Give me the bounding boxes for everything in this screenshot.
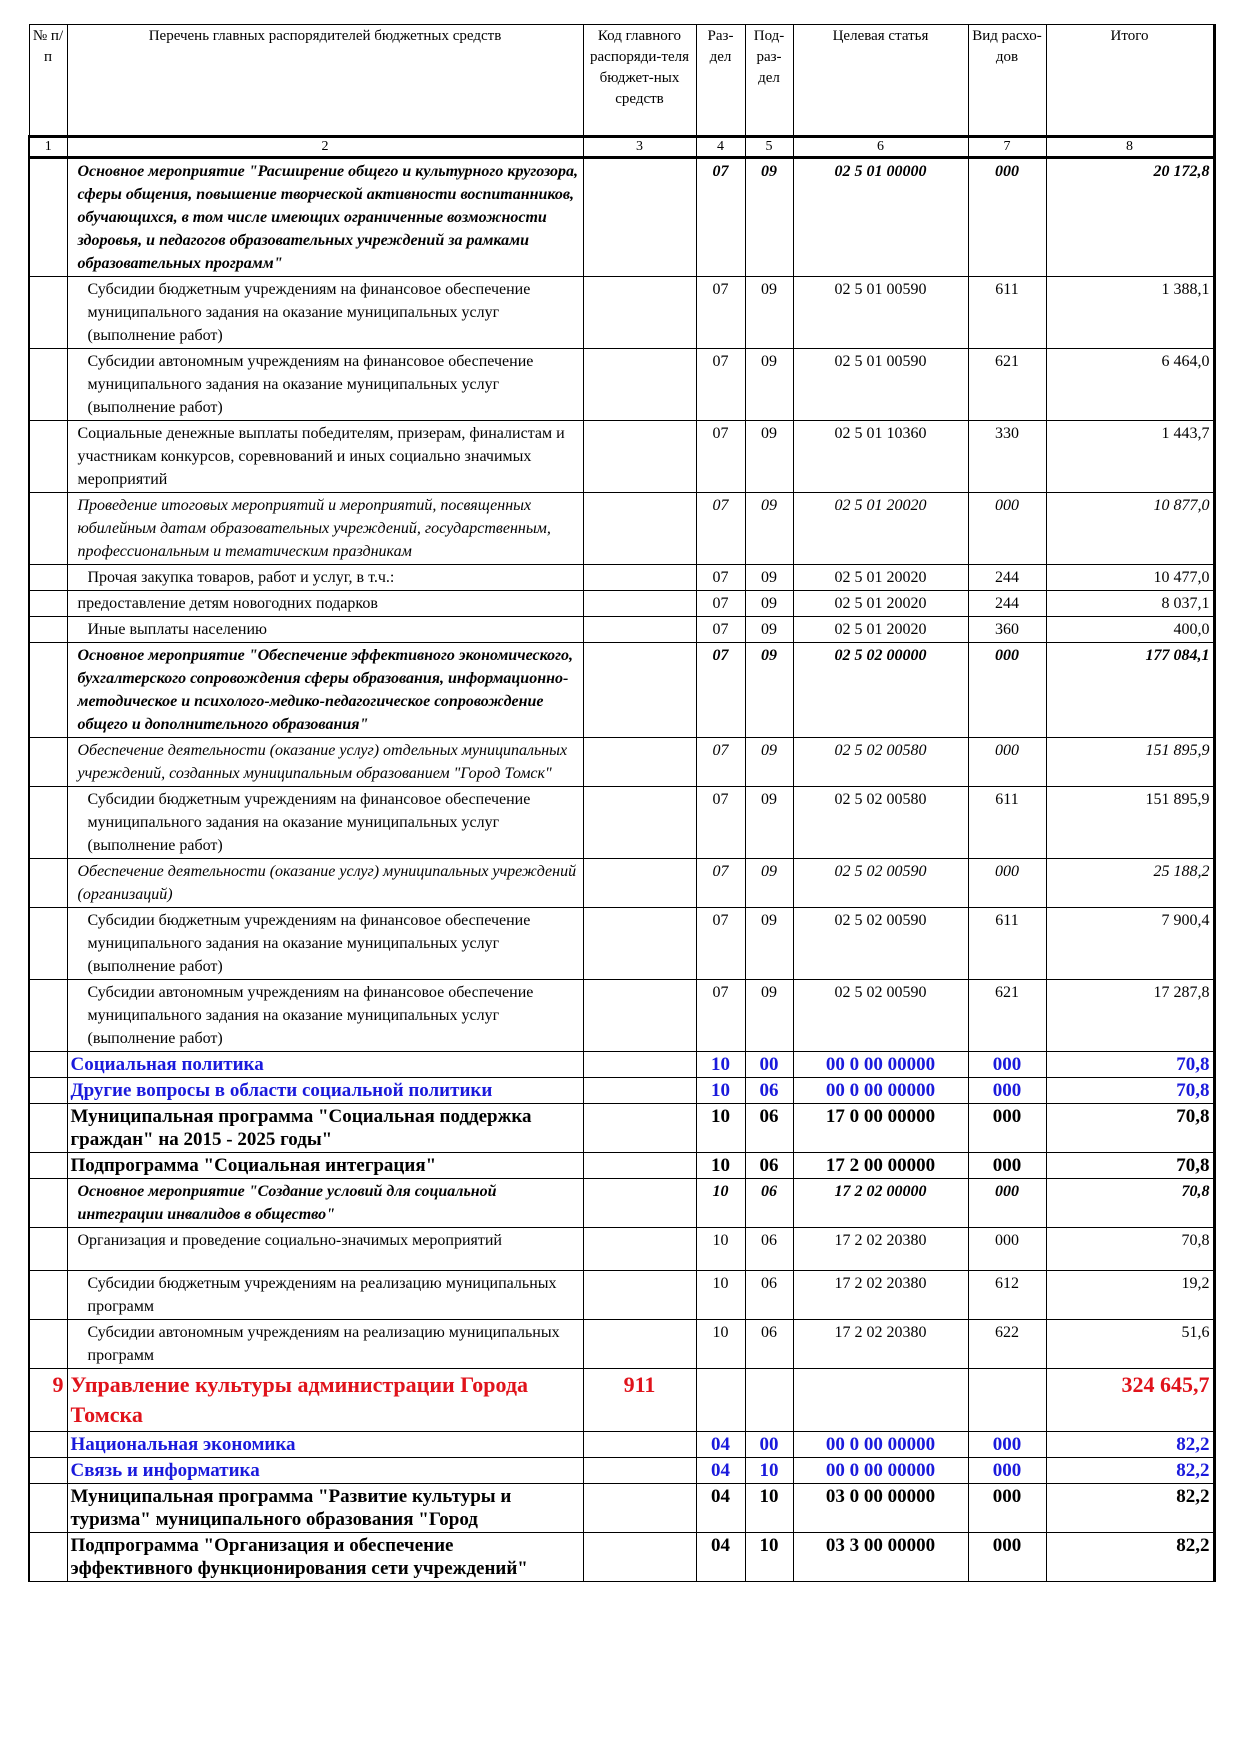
column-numbers-row	[29, 137, 1214, 158]
row-number	[29, 980, 67, 1052]
row-section: 10	[696, 1271, 745, 1320]
row-code	[583, 1179, 696, 1228]
row-code	[583, 1533, 696, 1582]
row-subsection: 09	[745, 908, 793, 980]
table-row	[29, 1052, 1214, 1078]
row-code	[583, 1484, 696, 1533]
row-subsection	[745, 1369, 793, 1432]
row-subsection: 09	[745, 787, 793, 859]
column-number: 3	[583, 137, 696, 158]
row-code	[583, 1458, 696, 1484]
row-code	[583, 908, 696, 980]
row-total: 82,2	[1046, 1432, 1214, 1458]
row-subsection: 06	[745, 1153, 793, 1179]
header-subsection: Под-раз-дел	[745, 25, 793, 137]
row-name: Субсидии бюджетным учреждениям на финансовое обеспечение муниципального задания на оказание муниципальных услуг (выполнение работ)	[67, 277, 583, 349]
row-section: 10	[696, 1104, 745, 1153]
row-section: 07	[696, 859, 745, 908]
row-exp-type: 000	[968, 1179, 1046, 1228]
table-row	[29, 1458, 1214, 1484]
table-body	[29, 158, 1214, 1582]
table-row	[29, 1320, 1214, 1369]
row-subsection: 10	[745, 1458, 793, 1484]
header-target: Целевая статья	[793, 25, 968, 137]
row-subsection: 09	[745, 643, 793, 738]
row-total: 8 037,1	[1046, 591, 1214, 617]
row-code	[583, 1432, 696, 1458]
row-section: 07	[696, 617, 745, 643]
row-section: 04	[696, 1432, 745, 1458]
table-row	[29, 493, 1214, 565]
row-exp-type: 000	[968, 1078, 1046, 1104]
row-section: 07	[696, 738, 745, 787]
row-exp-type: 611	[968, 277, 1046, 349]
row-name: Обеспечение деятельности (оказание услуг) муниципальных учреждений (организаций)	[67, 859, 583, 908]
row-target: 02 5 01 10360	[793, 421, 968, 493]
row-exp-type: 000	[968, 1153, 1046, 1179]
row-number	[29, 421, 67, 493]
row-code: 911	[583, 1369, 696, 1432]
row-code	[583, 1052, 696, 1078]
row-total: 82,2	[1046, 1533, 1214, 1582]
row-section: 10	[696, 1320, 745, 1369]
row-subsection: 06	[745, 1320, 793, 1369]
row-name: Муниципальная программа "Развитие культуры и туризма" муниципального образования "Город	[67, 1484, 583, 1533]
row-name: Другие вопросы в области социальной политики	[67, 1078, 583, 1104]
row-target: 02 5 02 00000	[793, 643, 968, 738]
row-name: Национальная экономика	[67, 1432, 583, 1458]
row-target: 17 2 02 20380	[793, 1228, 968, 1271]
row-target: 02 5 01 20020	[793, 493, 968, 565]
row-section: 07	[696, 565, 745, 591]
header-total: Итого	[1046, 25, 1214, 137]
table-row	[29, 565, 1214, 591]
row-name: Субсидии автономным учреждениям на финансовое обеспечение муниципального задания на оказание муниципальных услуг (выполнение работ)	[67, 980, 583, 1052]
table-row	[29, 1104, 1214, 1153]
column-number: 1	[29, 137, 67, 158]
row-name: Социальные денежные выплаты победителям, призерам, финалистам и участникам конкурсов, соревнований и иных социально значимых мероприятий	[67, 421, 583, 493]
row-number	[29, 493, 67, 565]
header-num: № п/п	[29, 25, 67, 137]
row-code	[583, 617, 696, 643]
row-target: 17 2 02 20380	[793, 1320, 968, 1369]
row-number	[29, 1484, 67, 1533]
table-row	[29, 980, 1214, 1052]
row-section: 10	[696, 1153, 745, 1179]
row-total: 151 895,9	[1046, 738, 1214, 787]
row-exp-type: 000	[968, 1432, 1046, 1458]
row-name: Субсидии автономным учреждениям на финансовое обеспечение муниципального задания на оказание муниципальных услуг (выполнение работ)	[67, 349, 583, 421]
row-section: 07	[696, 787, 745, 859]
table-row	[29, 591, 1214, 617]
row-subsection: 06	[745, 1179, 793, 1228]
table-row	[29, 787, 1214, 859]
column-number: 2	[67, 137, 583, 158]
row-subsection: 09	[745, 421, 793, 493]
row-name: Основное мероприятие "Расширение общего и культурного кругозора, сферы общения, повышение творческой активности воспитанников, обучающихся, в том числе имеющих ограниченные возможности здоровья, и педагогов образовательных учреждений за рамками образовательных программ"	[67, 158, 583, 277]
header-code: Код главного распоряди-теля бюджет-ных средств	[583, 25, 696, 137]
row-exp-type: 000	[968, 158, 1046, 277]
row-subsection: 06	[745, 1078, 793, 1104]
table-row	[29, 277, 1214, 349]
row-number	[29, 158, 67, 277]
row-code	[583, 565, 696, 591]
row-target: 02 5 02 00590	[793, 859, 968, 908]
row-total: 70,8	[1046, 1052, 1214, 1078]
table-row	[29, 738, 1214, 787]
table-row	[29, 158, 1214, 277]
row-exp-type: 621	[968, 980, 1046, 1052]
row-name: Проведение итоговых мероприятий и мероприятий, посвященных юбилейным датам образовательных учреждений, государственным, профессиональным и тематическим праздникам	[67, 493, 583, 565]
row-name: Прочая закупка товаров, работ и услуг, в т.ч.:	[67, 565, 583, 591]
row-total: 20 172,8	[1046, 158, 1214, 277]
row-name: Субсидии бюджетным учреждениям на финансовое обеспечение муниципального задания на оказание муниципальных услуг (выполнение работ)	[67, 908, 583, 980]
row-name: Подпрограмма "Социальная интеграция"	[67, 1153, 583, 1179]
header-exp-type: Вид расхо-дов	[968, 25, 1046, 137]
row-number	[29, 277, 67, 349]
row-subsection: 09	[745, 617, 793, 643]
row-section: 07	[696, 158, 745, 277]
row-number	[29, 643, 67, 738]
table-row	[29, 1179, 1214, 1228]
row-number	[29, 1104, 67, 1153]
row-target: 02 5 02 00580	[793, 738, 968, 787]
row-section: 07	[696, 980, 745, 1052]
row-code	[583, 1104, 696, 1153]
row-total: 82,2	[1046, 1484, 1214, 1533]
row-name: Иные выплаты населению	[67, 617, 583, 643]
row-subsection: 06	[745, 1228, 793, 1271]
row-exp-type: 000	[968, 1533, 1046, 1582]
column-number: 6	[793, 137, 968, 158]
row-code	[583, 1228, 696, 1271]
table-row	[29, 421, 1214, 493]
row-target: 02 5 01 00590	[793, 277, 968, 349]
row-section: 07	[696, 591, 745, 617]
row-subsection: 10	[745, 1484, 793, 1533]
row-code	[583, 859, 696, 908]
row-total: 324 645,7	[1046, 1369, 1214, 1432]
row-exp-type: 000	[968, 1484, 1046, 1533]
table-row	[29, 1533, 1214, 1582]
row-number	[29, 787, 67, 859]
row-section: 10	[696, 1228, 745, 1271]
row-number	[29, 349, 67, 421]
row-subsection: 09	[745, 859, 793, 908]
row-subsection: 06	[745, 1104, 793, 1153]
row-code	[583, 1078, 696, 1104]
row-section: 04	[696, 1484, 745, 1533]
row-code	[583, 1320, 696, 1369]
header-row	[29, 25, 1214, 137]
row-number	[29, 1179, 67, 1228]
row-number	[29, 1271, 67, 1320]
row-target: 00 0 00 00000	[793, 1432, 968, 1458]
row-exp-type: 360	[968, 617, 1046, 643]
row-number	[29, 859, 67, 908]
row-target: 02 5 02 00590	[793, 908, 968, 980]
row-total: 7 900,4	[1046, 908, 1214, 980]
column-number: 4	[696, 137, 745, 158]
table-row	[29, 1078, 1214, 1104]
row-name: Обеспечение деятельности (оказание услуг) отдельных муниципальных учреждений, созданных муниципальным образованием "Город Томск"	[67, 738, 583, 787]
row-total: 70,8	[1046, 1078, 1214, 1104]
row-section: 04	[696, 1458, 745, 1484]
row-subsection: 10	[745, 1533, 793, 1582]
row-code	[583, 349, 696, 421]
column-number: 8	[1046, 137, 1214, 158]
row-subsection: 09	[745, 493, 793, 565]
row-name: Субсидии бюджетным учреждениям на реализацию муниципальных программ	[67, 1271, 583, 1320]
row-number	[29, 565, 67, 591]
row-name: Субсидии автономным учреждениям на реализацию муниципальных программ	[67, 1320, 583, 1369]
row-number	[29, 1458, 67, 1484]
row-number	[29, 738, 67, 787]
row-section: 07	[696, 493, 745, 565]
row-total: 70,8	[1046, 1228, 1214, 1271]
row-section	[696, 1369, 745, 1432]
row-total: 17 287,8	[1046, 980, 1214, 1052]
row-name: Организация и проведение социально-значимых мероприятий	[67, 1228, 583, 1271]
row-number	[29, 908, 67, 980]
row-exp-type: 244	[968, 565, 1046, 591]
row-exp-type: 000	[968, 859, 1046, 908]
row-section: 07	[696, 421, 745, 493]
row-total: 151 895,9	[1046, 787, 1214, 859]
row-name: Субсидии бюджетным учреждениям на финансовое обеспечение муниципального задания на оказание муниципальных услуг (выполнение работ)	[67, 787, 583, 859]
row-section: 04	[696, 1533, 745, 1582]
row-number	[29, 1320, 67, 1369]
row-number	[29, 1228, 67, 1271]
row-number	[29, 1432, 67, 1458]
row-total: 10 877,0	[1046, 493, 1214, 565]
row-name: Муниципальная программа "Социальная поддержка граждан" на 2015 - 2025 годы"	[67, 1104, 583, 1153]
row-exp-type: 611	[968, 787, 1046, 859]
row-subsection: 09	[745, 980, 793, 1052]
row-exp-type: 000	[968, 738, 1046, 787]
table-row	[29, 617, 1214, 643]
column-number: 5	[745, 137, 793, 158]
row-name: Подпрограмма "Организация и обеспечение эффективного функционирования сети учреждений"	[67, 1533, 583, 1582]
row-code	[583, 980, 696, 1052]
table-row	[29, 349, 1214, 421]
row-code	[583, 421, 696, 493]
row-target: 02 5 01 20020	[793, 617, 968, 643]
table-row	[29, 1153, 1214, 1179]
row-code	[583, 738, 696, 787]
row-code	[583, 1271, 696, 1320]
row-code	[583, 1153, 696, 1179]
row-target: 02 5 02 00590	[793, 980, 968, 1052]
row-target: 17 2 02 20380	[793, 1271, 968, 1320]
table-row	[29, 1228, 1214, 1271]
row-total: 1 388,1	[1046, 277, 1214, 349]
row-subsection: 09	[745, 158, 793, 277]
row-subsection: 09	[745, 738, 793, 787]
row-total: 19,2	[1046, 1271, 1214, 1320]
row-subsection: 00	[745, 1432, 793, 1458]
header-section: Раз-дел	[696, 25, 745, 137]
row-subsection: 09	[745, 565, 793, 591]
row-target: 00 0 00 00000	[793, 1052, 968, 1078]
row-section: 10	[696, 1179, 745, 1228]
row-target: 03 3 00 00000	[793, 1533, 968, 1582]
row-section: 10	[696, 1078, 745, 1104]
row-subsection: 09	[745, 591, 793, 617]
row-target: 02 5 01 20020	[793, 591, 968, 617]
row-target: 02 5 02 00580	[793, 787, 968, 859]
row-target: 17 2 02 00000	[793, 1179, 968, 1228]
table-row	[29, 1271, 1214, 1320]
row-code	[583, 493, 696, 565]
row-total: 51,6	[1046, 1320, 1214, 1369]
row-exp-type: 621	[968, 349, 1046, 421]
row-target	[793, 1369, 968, 1432]
header-name: Перечень главных распорядителей бюджетных средств	[67, 25, 583, 137]
row-subsection: 00	[745, 1052, 793, 1078]
row-code	[583, 277, 696, 349]
row-exp-type: 611	[968, 908, 1046, 980]
row-target: 17 2 00 00000	[793, 1153, 968, 1179]
table-row	[29, 908, 1214, 980]
row-number: 9	[29, 1369, 67, 1432]
row-total: 25 188,2	[1046, 859, 1214, 908]
row-total: 400,0	[1046, 617, 1214, 643]
row-number	[29, 1052, 67, 1078]
row-subsection: 09	[745, 277, 793, 349]
row-exp-type: 000	[968, 1104, 1046, 1153]
row-section: 07	[696, 349, 745, 421]
table-row	[29, 1484, 1214, 1533]
row-name: Основное мероприятие "Обеспечение эффективного экономического, бухгалтерского сопровождения сферы образования, информационно-методическое и психолого-медико-педагогическое сопровождение общего и дополнительного образования"	[67, 643, 583, 738]
row-number	[29, 591, 67, 617]
row-exp-type: 000	[968, 1458, 1046, 1484]
row-total: 70,8	[1046, 1104, 1214, 1153]
row-section: 07	[696, 908, 745, 980]
row-exp-type: 330	[968, 421, 1046, 493]
row-section: 10	[696, 1052, 745, 1078]
row-name: Управление культуры администрации Города Томска	[67, 1369, 583, 1432]
row-exp-type	[968, 1369, 1046, 1432]
row-name: Основное мероприятие "Создание условий для социальной интеграции инвалидов в общество"	[67, 1179, 583, 1228]
row-total: 6 464,0	[1046, 349, 1214, 421]
row-target: 02 5 01 00000	[793, 158, 968, 277]
row-number	[29, 1078, 67, 1104]
row-target: 00 0 00 00000	[793, 1458, 968, 1484]
row-exp-type: 000	[968, 493, 1046, 565]
table-row	[29, 1369, 1214, 1432]
row-number	[29, 1533, 67, 1582]
row-section: 07	[696, 643, 745, 738]
row-code	[583, 787, 696, 859]
row-exp-type: 244	[968, 591, 1046, 617]
table-row	[29, 643, 1214, 738]
row-exp-type: 000	[968, 1052, 1046, 1078]
row-target: 02 5 01 00590	[793, 349, 968, 421]
row-target: 00 0 00 00000	[793, 1078, 968, 1104]
table-row	[29, 1432, 1214, 1458]
row-total: 82,2	[1046, 1458, 1214, 1484]
row-code	[583, 158, 696, 277]
row-code	[583, 591, 696, 617]
row-name: Социальная политика	[67, 1052, 583, 1078]
row-exp-type: 622	[968, 1320, 1046, 1369]
column-number: 7	[968, 137, 1046, 158]
row-total: 10 477,0	[1046, 565, 1214, 591]
row-exp-type: 612	[968, 1271, 1046, 1320]
row-subsection: 09	[745, 349, 793, 421]
row-name: Связь и информатика	[67, 1458, 583, 1484]
row-exp-type: 000	[968, 1228, 1046, 1271]
row-target: 17 0 00 00000	[793, 1104, 968, 1153]
row-target: 03 0 00 00000	[793, 1484, 968, 1533]
row-total: 70,8	[1046, 1153, 1214, 1179]
row-total: 1 443,7	[1046, 421, 1214, 493]
row-total: 177 084,1	[1046, 643, 1214, 738]
row-number	[29, 1153, 67, 1179]
row-exp-type: 000	[968, 643, 1046, 738]
row-number	[29, 617, 67, 643]
row-subsection: 06	[745, 1271, 793, 1320]
row-name: предоставление детям новогодних подарков	[67, 591, 583, 617]
row-section: 07	[696, 277, 745, 349]
row-total: 70,8	[1046, 1179, 1214, 1228]
row-target: 02 5 01 20020	[793, 565, 968, 591]
budget-table	[28, 24, 1216, 1582]
table-row	[29, 859, 1214, 908]
row-code	[583, 643, 696, 738]
